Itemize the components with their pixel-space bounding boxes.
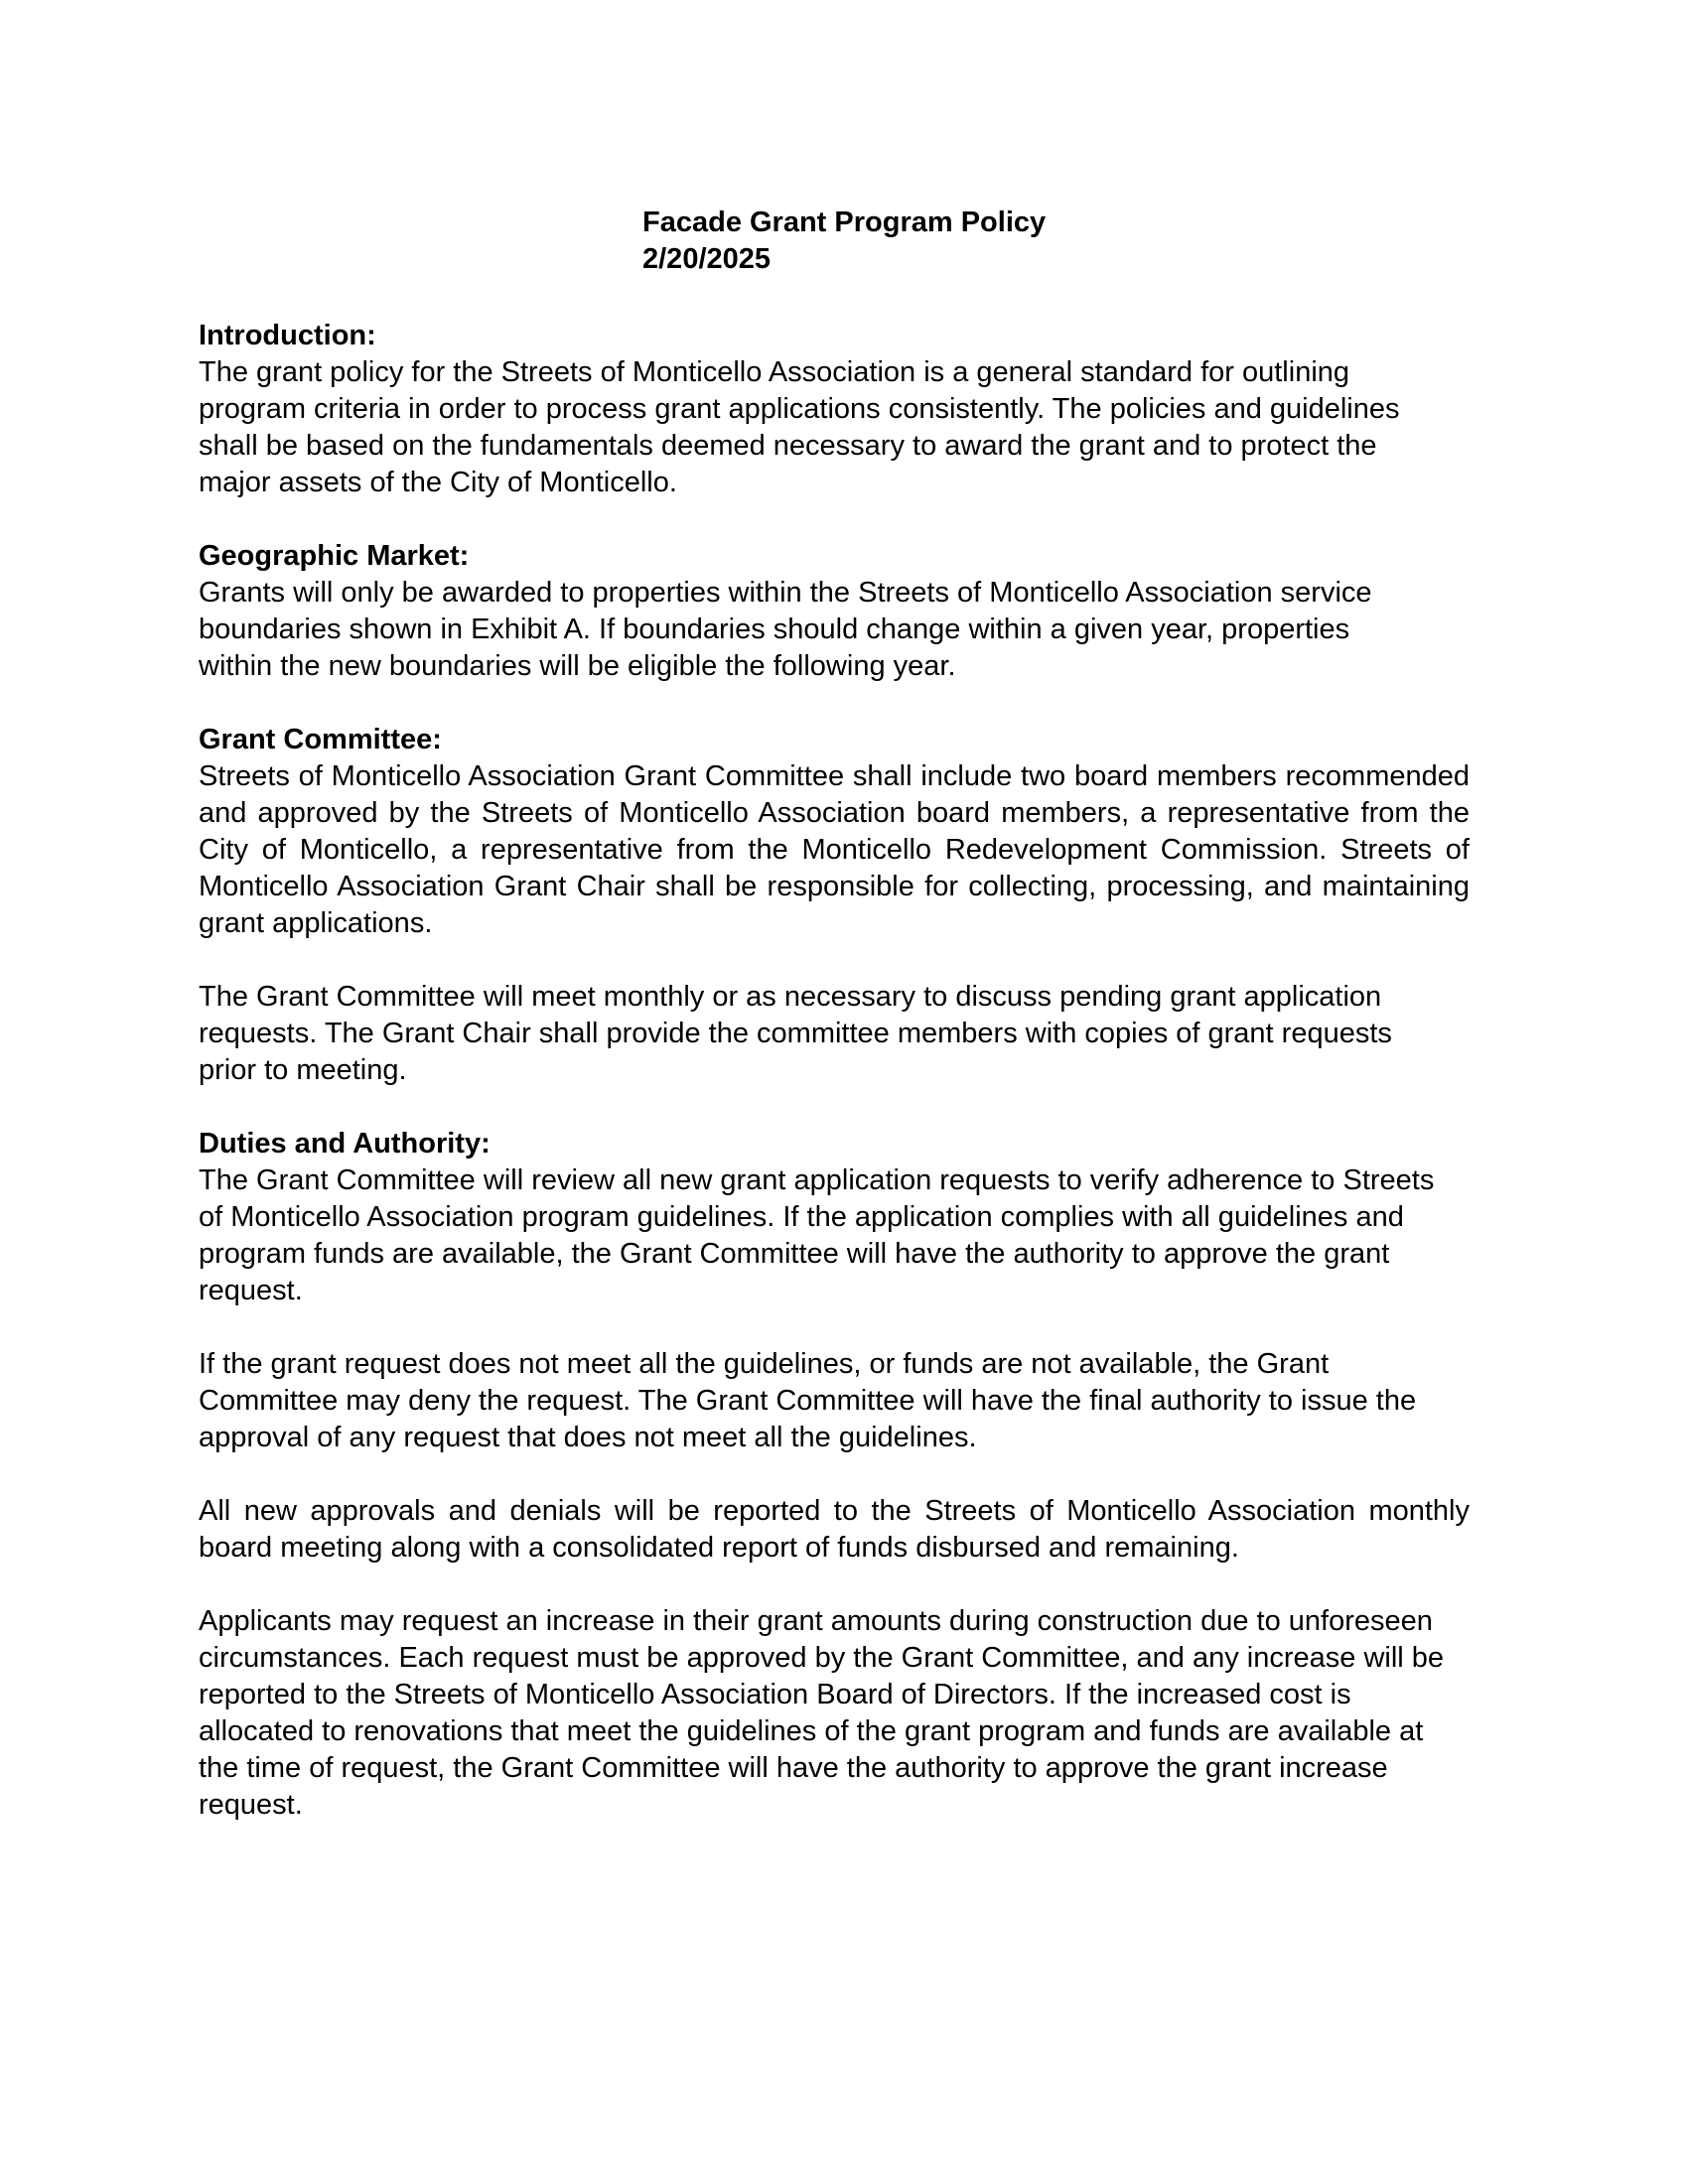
text-line: program criteria in order to process grant applications consistently. The policies and guidelines [199,393,1400,425]
text-line: boundaries shown in Exhibit A. If boundaries should change within a given year, properties [199,614,1350,645]
grant-committee-paragraph-1 [199,758,1470,942]
title-block [642,205,1046,278]
text-line: Grants will only be awarded to properties within the Streets of Monticello Association service [199,577,1372,609]
geographic-market-heading: Geographic Market: [199,540,470,572]
introduction-paragraph [199,354,1470,501]
text-line: shall be based on the fundamentals deemed necessary to award the grant and to protect the [199,430,1377,462]
text-line: and approved by the Streets of Monticello Association board members, a representative from the [199,797,1470,829]
text-line: request. [199,1789,303,1821]
text-line: of Monticello Association program guidelines. If the application complies with all guidelines and [199,1201,1404,1233]
text-line: reported to the Streets of Monticello Association Board of Directors. If the increased cost is [199,1679,1351,1710]
text-line: approval of any request that does not meet all the guidelines. [199,1422,977,1453]
text-line: allocated to renovations that meet the guidelines of the grant program and funds are available at [199,1715,1424,1747]
text-line: the time of request, the Grant Committee will have the authority to approve the grant increase [199,1752,1388,1784]
text-line: within the new boundaries will be eligible the following year. [199,650,956,682]
text-line: circumstances. Each request must be approved by the Grant Committee, and any increase will be [199,1642,1445,1674]
document-body [199,318,1470,1824]
geographic-market-paragraph [199,575,1470,685]
text-line: Streets of Monticello Association Grant Committee shall include two board members recommended [199,760,1470,792]
duties-authority-paragraph-3 [199,1493,1470,1567]
text-line: The grant policy for the Streets of Monticello Association is a general standard for outlining [199,356,1350,388]
text-line: grant applications. [199,907,433,939]
text-line: The Grant Committee will review all new grant application requests to verify adherence to Streets [199,1164,1435,1196]
text-line: major assets of the City of Monticello. [199,467,677,498]
text-line: board meeting along with a consolidated report of funds disbursed and remaining. [199,1532,1239,1564]
text-line: prior to meeting. [199,1054,407,1086]
text-line: requests. The Grant Chair shall provide the committee members with copies of grant requests [199,1018,1392,1049]
text-line: City of Monticello, a representative from the Monticello Redevelopment Commission. Streets of [199,834,1470,866]
introduction-heading: Introduction: [199,320,376,351]
duties-authority-heading: Duties and Authority: [199,1128,491,1160]
text-line: Applicants may request an increase in their grant amounts during construction due to unforeseen [199,1605,1433,1637]
document-date: 2/20/2025 [642,243,772,275]
text-line: All new approvals and denials will be reported to the Streets of Monticello Association monthly [199,1495,1470,1527]
text-line: request. [199,1275,303,1306]
text-line: Monticello Association Grant Chair shall be responsible for collecting, processing, and maintaining [199,871,1470,902]
text-line: Committee may deny the request. The Grant Committee will have the final authority to issue the [199,1385,1417,1417]
text-line: If the grant request does not meet all the guidelines, or funds are not available, the Grant [199,1348,1330,1380]
duties-authority-paragraph-4 [199,1603,1470,1824]
document-title: Facade Grant Program Policy [642,206,1047,238]
text-line: program funds are available, the Grant Committee will have the authority to approve the grant [199,1238,1390,1270]
text-line: The Grant Committee will meet monthly or as necessary to discuss pending grant application [199,981,1382,1013]
grant-committee-paragraph-2 [199,979,1470,1089]
grant-committee-heading: Grant Committee: [199,724,442,755]
duties-authority-paragraph-1 [199,1162,1470,1309]
duties-authority-paragraph-2 [199,1346,1470,1456]
